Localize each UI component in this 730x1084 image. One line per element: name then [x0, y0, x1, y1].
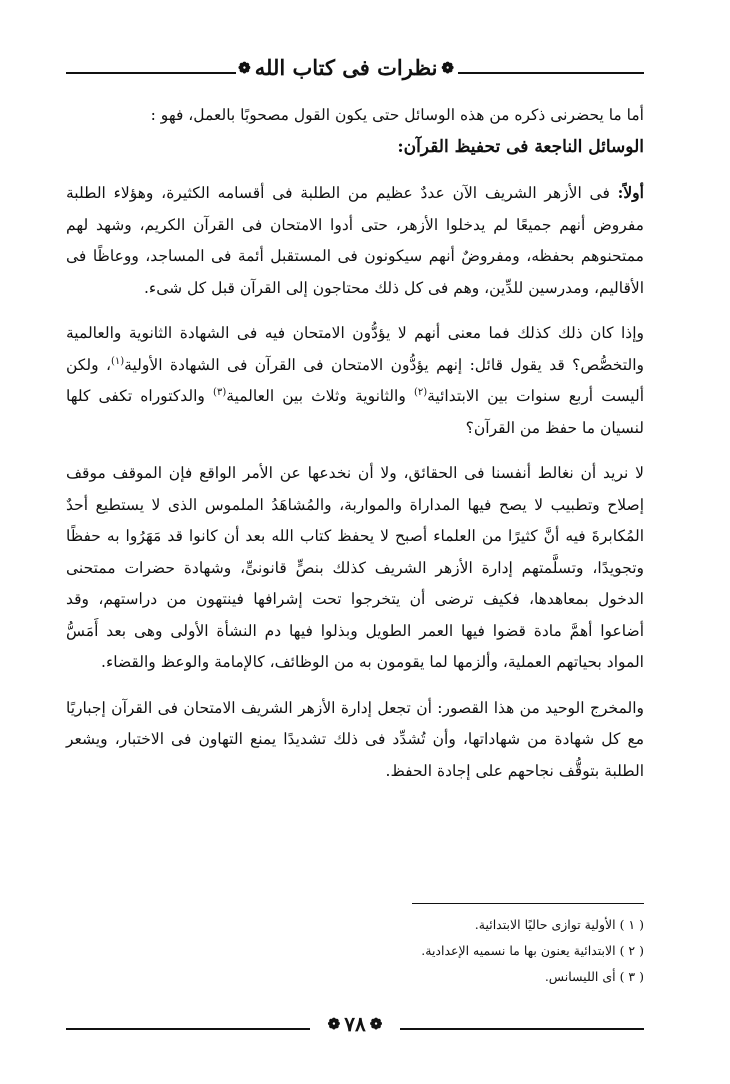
- ornament-icon: ❁: [238, 59, 251, 77]
- footnote-ref-2: (٢): [413, 386, 428, 398]
- page-body: [66, 100, 644, 787]
- footnote-3: ( ٣ ) أى الليسانس.: [544, 969, 644, 984]
- page-header: [66, 50, 644, 94]
- paragraph-4: والمخرج الوحيد من هذا القصور: أن تجعل إدارة الأزهر الشريف الامتحان فى القرآن إجباريًا مع كل شهادة من شهاداتها، وأن تُشدِّد فى ذلك تشديدًا يمنع التهاون فى الاختبار، ويشعر الطلبة بتوقُّف نجاحهم على إجادة الحفظ.: [66, 698, 644, 780]
- footnote-2: ( ٢ ) الابتدائية يعنون بها ما نسميه الإعدادية.: [421, 943, 644, 958]
- header-rule-right: [458, 72, 644, 74]
- paragraph-1: [66, 177, 644, 304]
- header-title-block: [238, 55, 458, 80]
- paragraph-2-part-b: ، ولكن أليست أربع سنوات بين الابتدائية: [66, 355, 644, 405]
- ornament-icon: ❁: [441, 59, 454, 77]
- paragraph-1-text: فى الأزهر الشريف الآن عددٌ عظيم من الطلبة فى أقسامه الكثيرة، وهؤلاء الطلبة مفروض أنهم جميعًا لم يدخلوا الأزهر، حتى أدوا الامتحان فى القرآن الكريم، وشهد لهم ممتحنوهم بحفظه، ومفروضٌ أنهم سيكونون فى المستقبل أئمة فى المساجد، ووعاظًا فى الأقاليم، ومدرسين للدِّين، وهم فى كل ذلك محتاجون إلى القرآن قبل كل شىء.: [66, 184, 644, 297]
- intro-paragraph: أما ما يحضرنى ذكره من هذه الوسائل حتى يكون القول مصحوبًا بالعمل، فهو :: [150, 106, 644, 124]
- footnote-ref-1: (١): [110, 355, 125, 367]
- paragraph-1-lead: أولاً:: [617, 183, 644, 202]
- paragraph-2-part-c: والثانوية وثلاث بين العالمية: [226, 387, 414, 405]
- ornament-icon: ❁: [327, 1015, 341, 1033]
- paragraph-2: [66, 318, 644, 444]
- footer-rule-right: [400, 1028, 644, 1030]
- page-number: ٧٨: [344, 1012, 366, 1036]
- ornament-icon: ❁: [369, 1015, 383, 1033]
- paragraph-3: لا نريد أن نغالط أنفسنا فى الحقائق، ولا أن نخدعها عن الأمر الواقع فإن الموقف موقف إصلاح وتطبيب لا يصح فيها المداراة والمواربة، والمُشاهَدُ الملموس الذى لا يستطيع أحدٌ المُكابرةَ فيه أنَّ كثيرًا من العلماء أصبح لا يحفظ كتاب الله بعد أن كانوا قد مَهَرُوا به حفظًا وتجويدًا، وتسلَّمتهم إدارة الأزهر الشريف كذلك بنصٍّ قانونىٍّ، وشهادة حضرات ممتحنى الدخول بمعاهدها، فكيف ترضى أن يتخرجوا تحت إشرافها فينتهون من دراستهم، وقد أضاعوا أهمَّ مادة قضوا فيها العمر الطويل وبذلوا فيها دم النشأة الأولى وهى بعد أَمَسُّ المواد بحياتهم العملية، وألزمها لما يقومون به من الوظائف، كالإمامة والوعظ والقضاء.: [66, 464, 644, 671]
- footnote-1: ( ١ ) الأولية توازى حاليًا الابتدائية.: [474, 917, 644, 932]
- page-number-block: [318, 1012, 392, 1036]
- page-footer: [66, 1006, 644, 1046]
- paragraph-2-part-d: والدكتوراه تكفى كلها لنسيان ما حفظ من القرآن؟: [66, 387, 644, 437]
- footnote-ref-3: (٣): [213, 386, 227, 398]
- section-heading: الوسائل الناجعة فى تحفيظ القرآن:: [397, 136, 644, 157]
- footnote-separator: [412, 903, 644, 904]
- footnotes: [84, 912, 644, 990]
- footer-rule-left: [66, 1028, 310, 1030]
- paragraph-2-part-a: وإذا كان ذلك كذلك فما معنى أنهم لا يؤدُّون الامتحان فيه فى الشهادة الثانوية والعالمية والتخصُّص؟ قد يقول قائل: إنهم يؤدُّون الامتحان فى القرآن فى الشهادة الأولية: [66, 324, 644, 374]
- running-title: نظرات فى كتاب الله: [254, 55, 438, 80]
- header-rule-left: [66, 72, 236, 74]
